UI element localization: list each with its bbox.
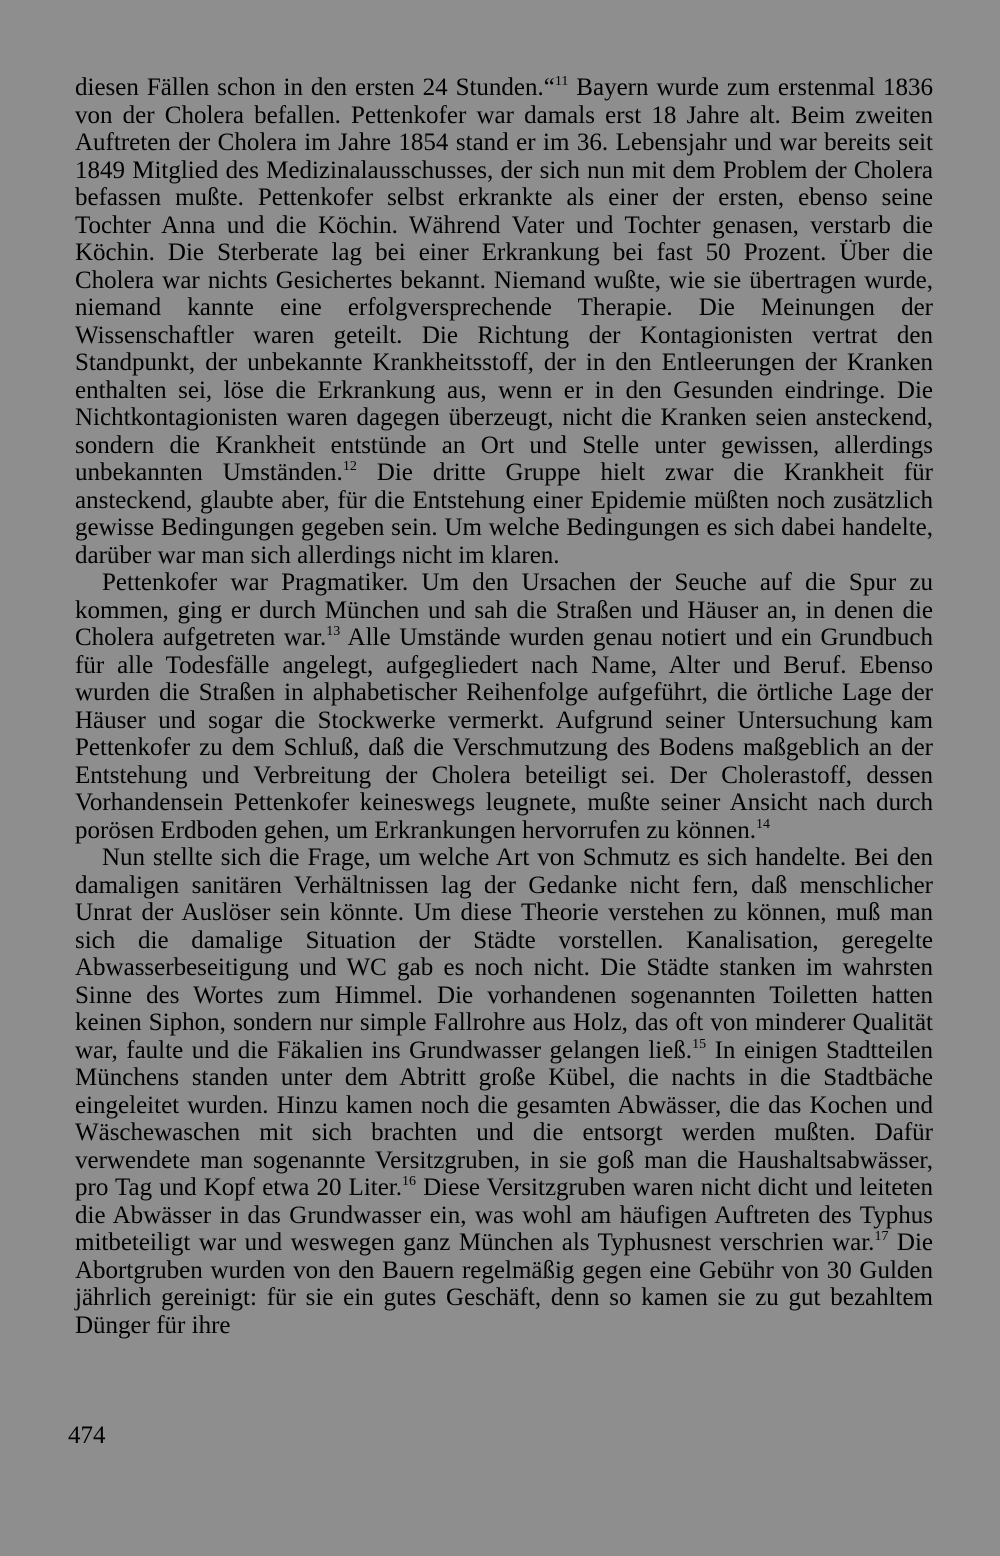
paragraph-1 xyxy=(75,74,933,569)
text-run: diesen Fällen schon in den ersten 24 Stunden.“ xyxy=(75,74,555,101)
footnote-marker: 17 xyxy=(874,1229,889,1244)
text-run: In einigen Stadtteilen Münchens standen unter dem Abtritt große Kübel, die nachts in die Stadtbäche eingeleitet wurden. Hinzu kamen noch die gesamten Abwässer, die das Kochen und Wäschewaschen mit sich brachten und die entsorgt werden mußten. Dafür verwendete man sogenannte Versitzgruben, in sie goß man die Haushaltsabwässer, pro Tag und Kopf etwa 20 Liter. xyxy=(75,1036,933,1201)
paragraph-3 xyxy=(75,844,933,1339)
body-text xyxy=(75,74,933,1339)
footnote-marker: 16 xyxy=(402,1174,416,1189)
footnote-marker: 13 xyxy=(326,624,341,639)
text-run: Nun stellte sich die Frage, um welche Art von Schmutz es sich handelte. Bei den damaligen sanitären Verhältnissen lag der Gedanke nicht fern, daß menschlicher Unrat der Auslöser sein könnte. Um diese Theorie verstehen zu können, muß man sich die damalige Situation der Städte vorstellen. Kanalisation, geregelte Abwasserbeseitigung und WC gab es noch nicht. Die Städte stanken im wahrsten Sinne des Wortes zum Himmel. Die vorhandenen sogenannten Toiletten hatten keinen Siphon, sondern nur simple Fallrohre aus Holz, das oft von minderer Qualität war, faulte und die Fäkalien ins Grundwasser gelangen ließ. xyxy=(75,844,933,1064)
paragraph-2 xyxy=(75,569,933,844)
footnote-marker: 12 xyxy=(342,459,357,474)
text-run: Alle Umstände wurden genau notiert und ein Grundbuch für alle Todesfälle angelegt, aufgegliedert nach Name, Alter und Beruf. Ebenso wurden die Straßen in alphabetischer Reihenfolge aufgeführt, die örtliche Lage der Häuser und sogar die Stockwerke vermerkt. Aufgrund seiner Untersuchung kam Pettenkofer zu dem Schluß, daß die Verschmutzung des Bodens maßgeblich an der Entstehung und Verbreitung der Cholera beteiligt sei. Der Cholerastoff, dessen Vorhandensein Pettenkofer keineswegs leugnete, mußte seiner Ansicht nach durch porösen Erdboden gehen, um Erkrankungen hervorrufen zu können. xyxy=(75,624,933,844)
text-run: Pettenkofer war Pragmatiker. Um den Ursachen der Seuche auf die Spur zu kommen, ging er durch München und sah die Straßen und Häuser an, in denen die Cholera aufgetreten war. xyxy=(75,569,933,651)
footnote-marker: 14 xyxy=(756,816,771,832)
text-run: Bayern wurde zum erstenmal 1836 von der Cholera befallen. Pettenkofer war damals erst 18 Jahre alt. Beim zweiten Auftreten der Cholera im Jahre 1854 stand er im 36. Lebensjahr und war bereits seit 1849 Mitglied des Medizinalausschusses, der sich nun mit dem Problem der Cholera befassen mußte. Pettenkofer selbst erkrankte als einer der ersten, ebenso seine Tochter Anna und die Köchin. Während Vater und Tochter genasen, verstarb die Köchin. Die Sterberate lag bei einer Erkrankung bei fast 50 Prozent. Über die Cholera war nichts Gesichertes bekannt. Niemand wußte, wie sie übertragen wurde, niemand kannte eine erfolgversprechende Therapie. Die Meinungen der Wissenschaftler waren geteilt. Die Richtung der Kontagionisten vertrat den Standpunkt, der unbekannte Krankheitsstoff, der in den Entleerungen der Kranken enthalten sei, löse die Erkrankung aus, wenn er in den Gesunden eindringe. Die Nichtkontagionisten waren dagegen überzeugt, nicht die Kranken seien ansteckend, sondern die Krankheit entstünde an Ort und Stelle unter gewissen, allerdings unbekannten Umständen. xyxy=(75,74,934,486)
text-run: Die Abortgruben wurden von den Bauern regelmäßig gegen eine Gebühr von 30 Gulden jährlich gereinigt: für sie ein gutes Geschäft, denn so kamen sie zu gut bezahltem Dünger für ihre xyxy=(75,1229,933,1339)
page-number: 474 xyxy=(68,1422,106,1449)
footnote-marker: 15 xyxy=(692,1036,707,1052)
text-run: Die dritte Gruppe hielt zwar die Krankheit für ansteckend, glaubte aber, für die Entstehung einer Epidemie müßten noch zusätzlich gewisse Bedingungen gegeben sein. Um welche Bedingungen es sich dabei handelte, darüber war man sich allerdings nicht im klaren. xyxy=(75,459,933,569)
text-run: Diese Versitzgruben waren nicht dicht und leiteten die Abwässer in das Grundwasser ein, was wohl am häufigen Auftreten des Typhus mitbeteiligt war und weswegen ganz München als Typhusnest verschrien war. xyxy=(75,1174,933,1256)
footnote-marker: 11 xyxy=(554,74,569,89)
